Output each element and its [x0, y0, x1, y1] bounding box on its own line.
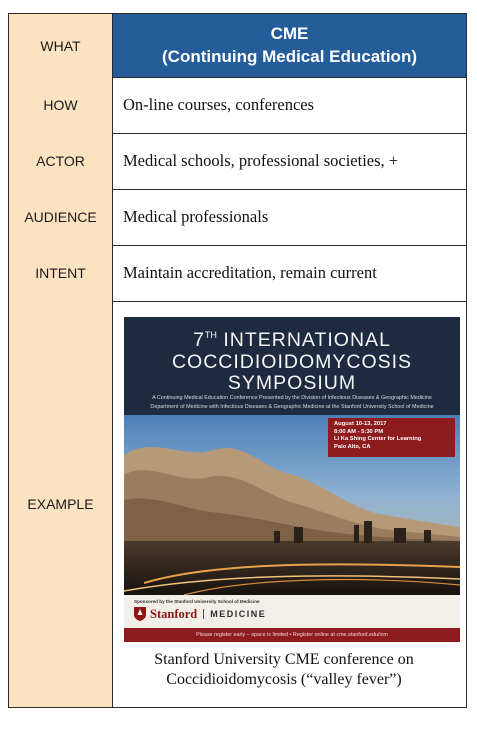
poster-title	[124, 325, 460, 395]
row-value: Medical professionals	[123, 207, 269, 226]
poster-subtitle-line1: A Continuing Medical Education Conference Presented by the Division of Infectious Diseases & Geographic Medicine	[152, 395, 432, 401]
caption-line2: Coccidioidomycosis (“valley fever”)	[166, 671, 402, 688]
poster-subtitle-line2: Department of Medicine with Infectious Diseases & Geographic Medicine at the Stanford University School of Medicine	[150, 404, 434, 410]
event-times: 8:00 AM - 5:30 PM	[334, 428, 384, 435]
row-label: INTENT	[9, 245, 113, 301]
row-value: Medical schools, professional societies, +	[123, 151, 399, 170]
event-venue: Li Ka Shing Center for Learning	[334, 436, 422, 443]
sponsor-text: Sponsored by the Stanford University School of Medicine	[134, 599, 260, 604]
conference-poster	[124, 317, 460, 642]
header-row	[9, 14, 466, 78]
row-value: On-line courses, conferences	[123, 95, 315, 114]
poster-title-line1: INTERNATIONAL	[216, 329, 391, 351]
table-row	[9, 189, 466, 246]
event-dates: August 10-13, 2017	[334, 421, 387, 427]
row-label: AUDIENCE	[9, 189, 113, 245]
poster-ordinal: 7	[193, 329, 205, 351]
header-label: WHAT	[9, 14, 113, 77]
poster-subtitle	[132, 394, 452, 412]
title-acronym: CME	[270, 23, 309, 43]
row-label: HOW	[9, 77, 113, 133]
table-row	[9, 245, 466, 302]
event-details-box	[328, 418, 455, 457]
caption-line1: Stanford University CME conference on	[154, 651, 414, 668]
table-row	[9, 77, 466, 134]
stanford-medicine-logo	[134, 605, 266, 623]
title-full: (Continuing Medical Education)	[162, 46, 417, 66]
stanford-shield-icon	[134, 607, 146, 621]
stanford-name: Stanford	[150, 606, 198, 621]
table-row	[9, 133, 466, 190]
header-title	[113, 14, 466, 77]
row-label: ACTOR	[9, 133, 113, 189]
row-value: Maintain accreditation, remain current	[123, 263, 377, 282]
event-city: Palo Alto, CA	[334, 443, 371, 450]
stanford-unit: MEDICINE	[203, 609, 266, 619]
poster-title-line2: COCCIDIOIDOMYCOSIS	[171, 350, 413, 373]
example-caption	[112, 650, 456, 690]
poster-title-line3: SYMPOSIUM	[227, 372, 357, 394]
registration-footer: Please register early – space is limited • Register online at cme.stanford.edu/icm	[124, 628, 460, 642]
poster-ordinal-suffix: TH	[204, 330, 217, 340]
example-label: EXAMPLE	[9, 301, 113, 707]
